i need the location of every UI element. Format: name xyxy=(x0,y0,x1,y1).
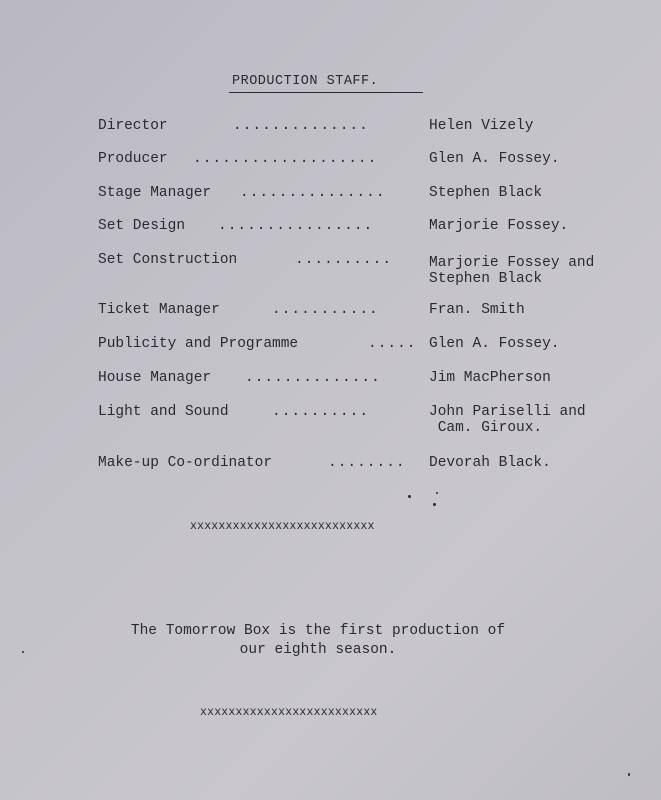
staff-name: John Pariselli and Cam. Giroux. xyxy=(429,404,586,436)
separator-line-top: xxxxxxxxxxxxxxxxxxxxxxxxxx xyxy=(190,520,375,533)
staff-role: Light and Sound xyxy=(98,404,229,420)
ink-speck xyxy=(436,492,438,494)
staff-role: Set Construction xyxy=(98,252,238,268)
staff-role: House Manager xyxy=(98,370,212,386)
dot-leader: ............... xyxy=(240,185,386,201)
staff-role: Director xyxy=(98,118,168,134)
staff-role: Set Design xyxy=(98,218,186,234)
staff-name: Glen A. Fossey. xyxy=(429,151,560,167)
staff-name: Marjorie Fossey and Stephen Black xyxy=(429,255,595,287)
staff-name: Marjorie Fossey. xyxy=(429,218,569,234)
title-underline xyxy=(229,92,423,93)
staff-role: Make-up Co-ordinator xyxy=(98,455,273,471)
ink-speck xyxy=(408,495,411,498)
note-line-2: our eighth season. xyxy=(239,642,397,658)
ink-speck xyxy=(628,773,630,776)
page-title: PRODUCTION STAFF. xyxy=(232,74,379,89)
staff-name: Fran. Smith xyxy=(429,302,525,318)
staff-name: Stephen Black xyxy=(429,185,543,201)
staff-role: Stage Manager xyxy=(98,185,212,201)
dot-leader: ..... xyxy=(368,336,417,352)
dot-leader: ................... xyxy=(193,151,378,167)
staff-name: Jim MacPherson xyxy=(429,370,551,386)
staff-name: Helen Vizely xyxy=(429,118,534,134)
staff-name: Glen A. Fossey. xyxy=(429,336,560,352)
separator-line-bottom: xxxxxxxxxxxxxxxxxxxxxxxxx xyxy=(200,706,378,719)
dot-leader: ................ xyxy=(218,218,374,234)
dot-leader: .......... xyxy=(295,252,393,268)
dot-leader: .............. xyxy=(245,370,381,386)
staff-role: Publicity and Programme xyxy=(98,336,299,352)
dot-leader: ........ xyxy=(328,455,406,471)
season-note xyxy=(98,622,538,660)
staff-name: Devorah Black. xyxy=(429,455,551,471)
note-line-1: The Tomorrow Box is the first production of xyxy=(130,623,506,639)
staff-role: Ticket Manager xyxy=(98,302,220,318)
ink-speck xyxy=(22,651,24,653)
dot-leader: .............. xyxy=(233,118,369,134)
dot-leader: .......... xyxy=(272,404,370,420)
dot-leader: ........... xyxy=(272,302,379,318)
staff-role: Producer xyxy=(98,151,168,167)
ink-speck xyxy=(433,503,436,506)
